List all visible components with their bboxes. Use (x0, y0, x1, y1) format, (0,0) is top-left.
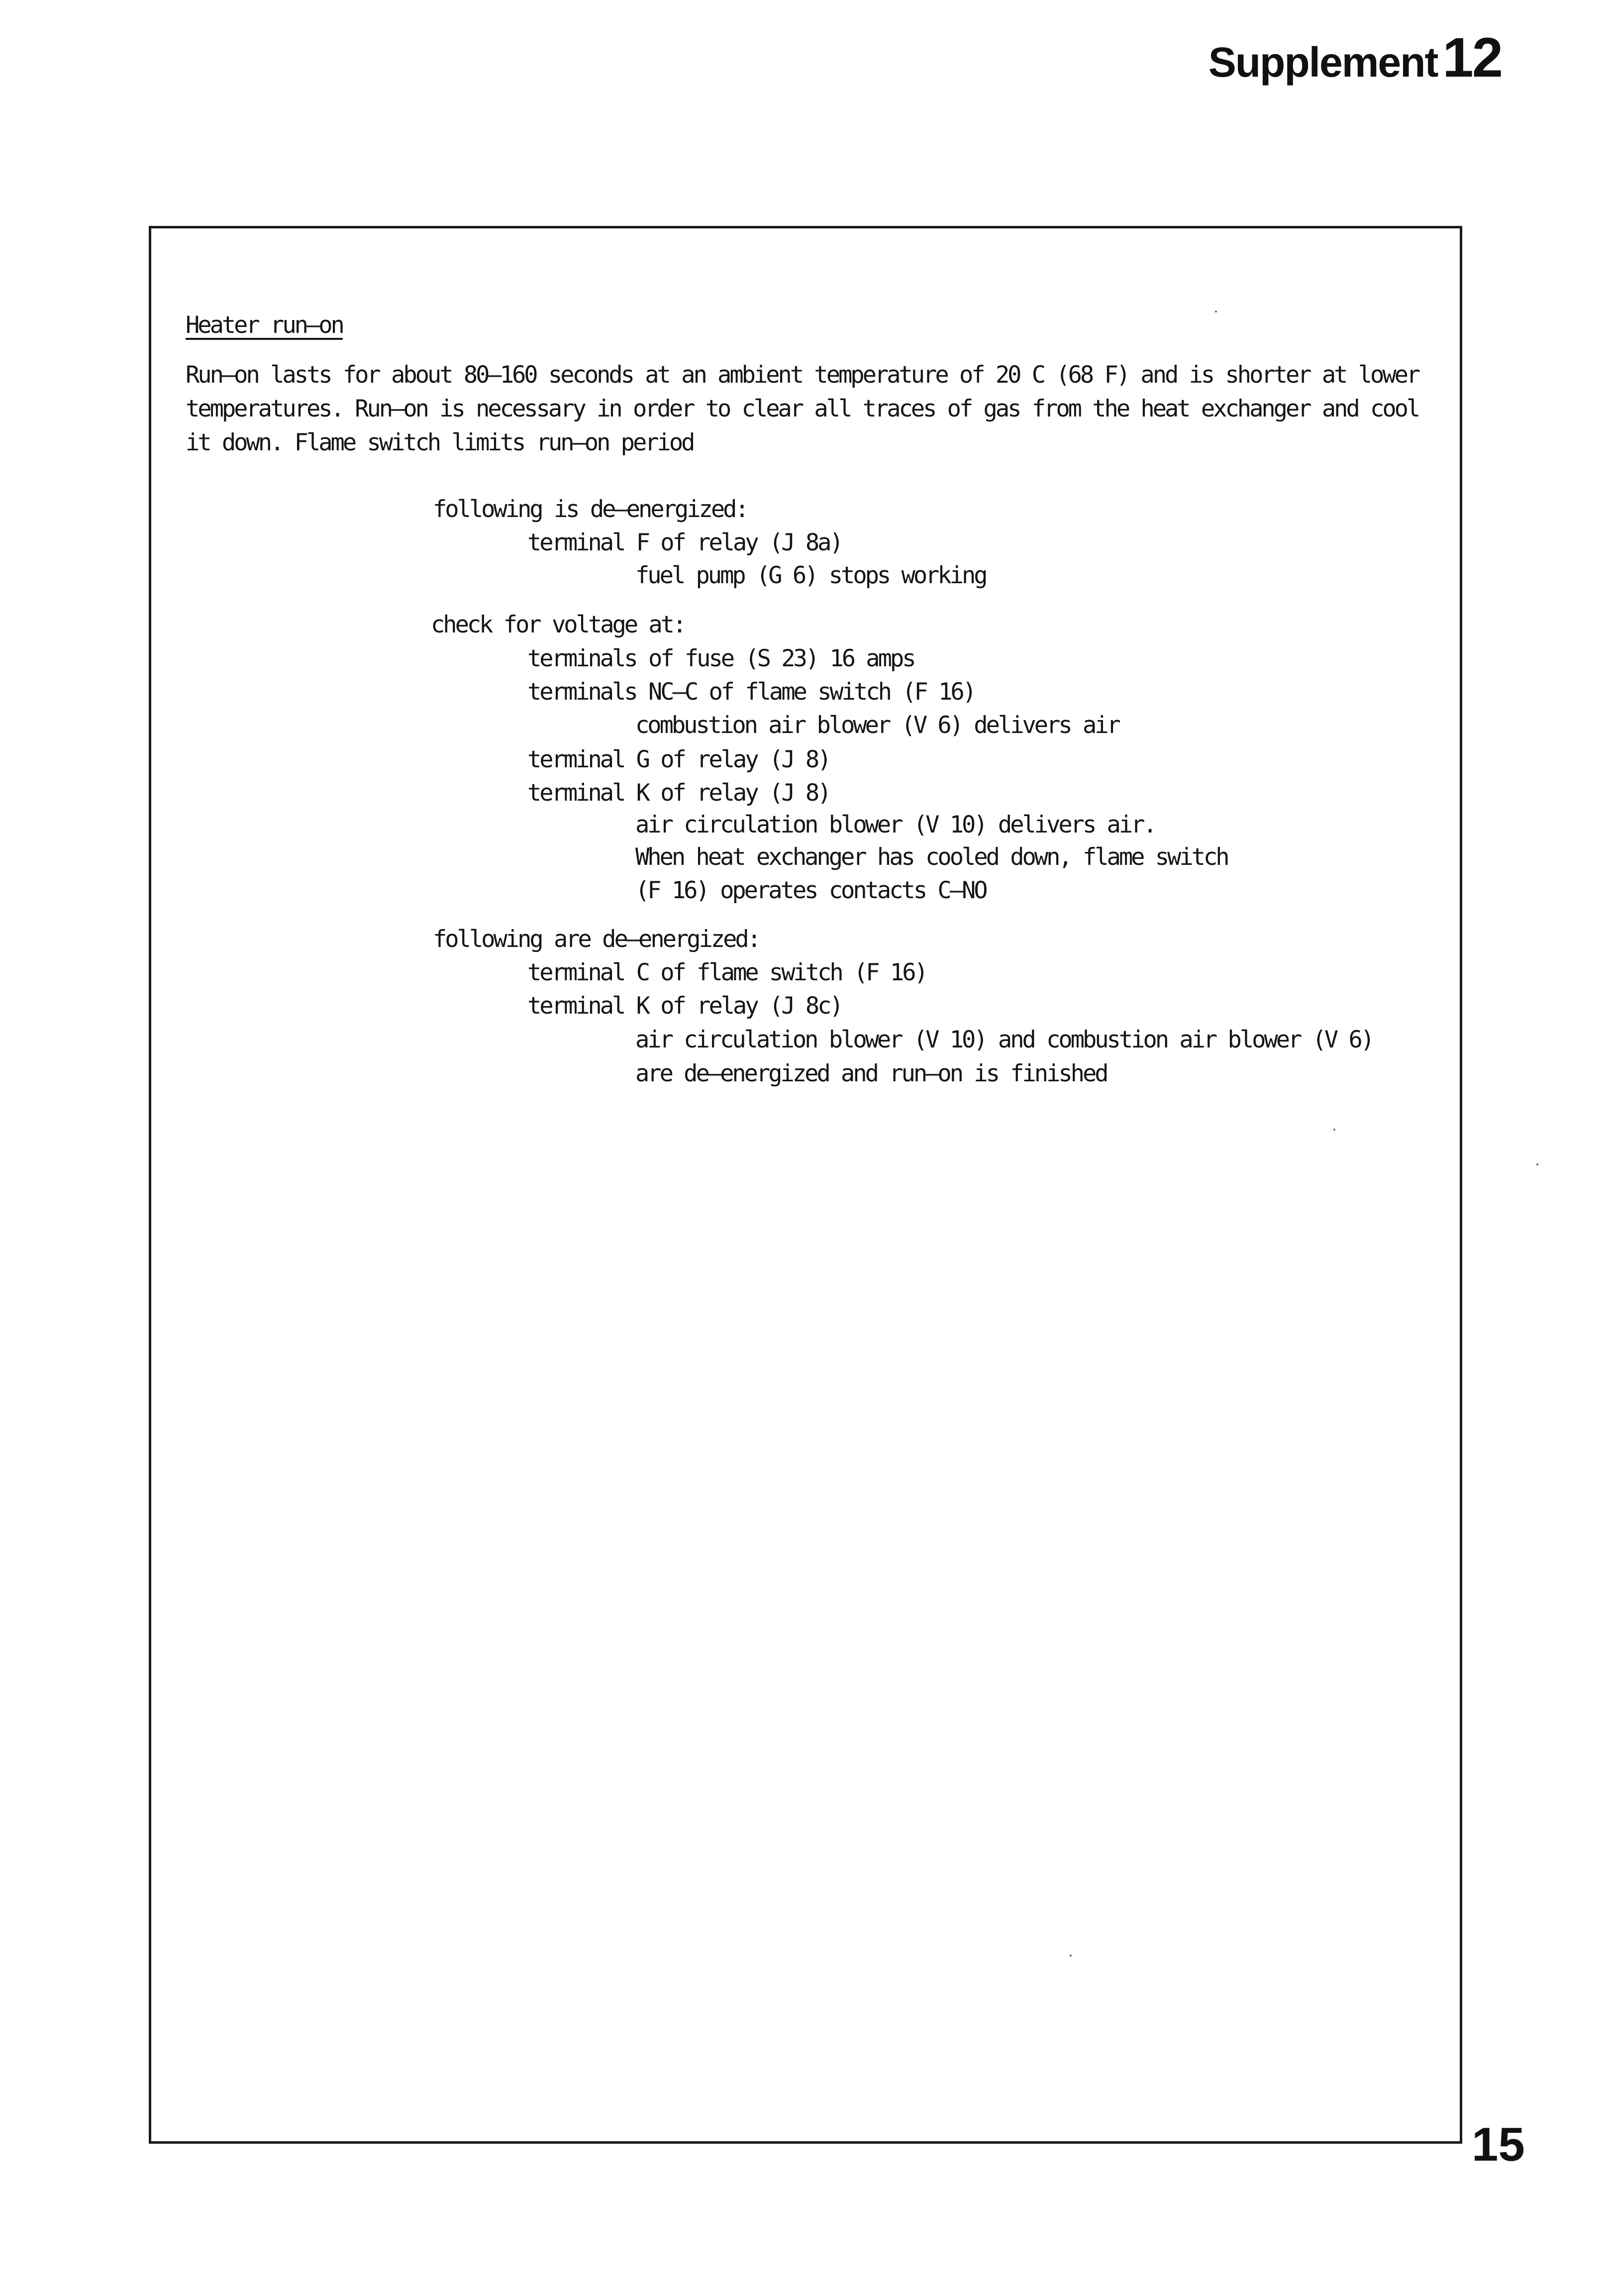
step-line: air circulation blower (V 10) and combustion air blower (V 6) (635, 1026, 1373, 1053)
step-line: terminals NC—C of flame switch (F 16) (527, 678, 975, 706)
step-line: fuel pump (G 6) stops working (635, 562, 986, 589)
step-line: check for voltage at: (431, 611, 685, 638)
content-frame (149, 226, 1462, 2144)
step-line: following is de—energized: (433, 496, 747, 523)
step-line: terminals of fuse (S 23) 16 amps (527, 645, 914, 672)
step-line: terminal K of relay (J 8c) (527, 992, 842, 1020)
paragraph-line: temperatures. Run—on is necessary in order to clear all traces of gas from the heat exchanger and cool (186, 395, 1419, 422)
step-line: terminal K of relay (J 8) (527, 779, 830, 807)
scan-speck (1333, 1129, 1335, 1131)
step-line: terminal F of relay (J 8a) (527, 529, 842, 556)
scan-speck (1215, 311, 1217, 313)
step-line: following are de—energized: (433, 926, 760, 953)
step-line: When heat exchanger has cooled down, flame switch (635, 843, 1228, 871)
step-line: combustion air blower (V 6) delivers air (635, 712, 1119, 739)
step-line: air circulation blower (V 10) delivers air. (635, 811, 1155, 838)
paragraph-line: Run—on lasts for about 80—160 seconds at an ambient temperature of 20 C (68 F) and is shorter at lower (186, 361, 1419, 389)
step-line: terminal C of flame switch (F 16) (527, 959, 926, 986)
step-line: terminal G of relay (J 8) (527, 746, 830, 773)
page-number: 15 (1472, 2118, 1525, 2171)
supplement-header (1208, 26, 1502, 89)
paragraph-line: it down. Flame switch limits run—on period (186, 429, 694, 456)
supplement-label: Supplement (1208, 39, 1438, 86)
scan-speck (1070, 1955, 1072, 1957)
section-heading: Heater run—on (186, 312, 343, 339)
scan-speck (1536, 1163, 1538, 1165)
step-line: (F 16) operates contacts C—NO (635, 877, 986, 904)
supplement-number: 12 (1442, 26, 1502, 89)
step-line: are de—energized and run—on is finished (635, 1060, 1107, 1087)
